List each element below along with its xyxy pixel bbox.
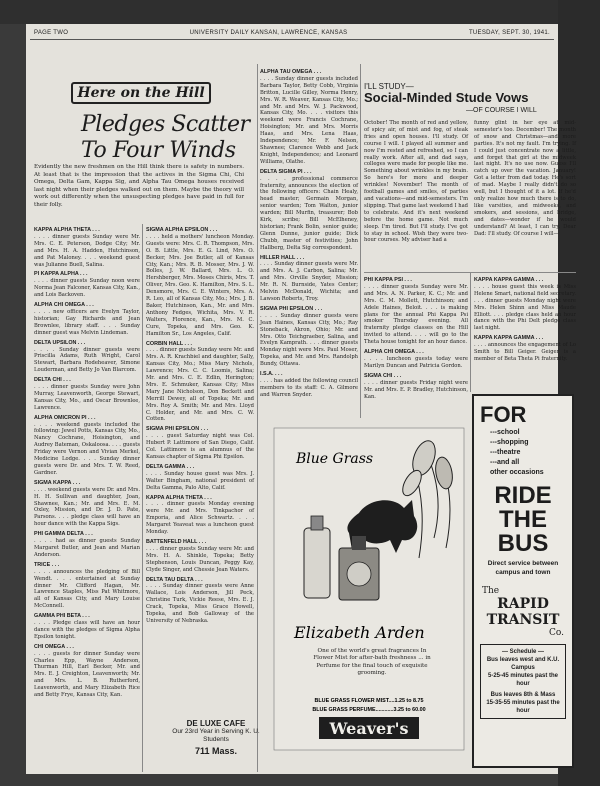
society-item-body: . . . . Sunday dinner guests were Anne Wallace, Lois Anderson, Jill Peck, Christine Turk, Vickie Reese, Mrs. E. J. Crack, Topeka, Miss Grace Howell, Topeka, and Bob Galloway of the University of Nebraska.: [146, 583, 254, 624]
company-rapid: RAPID: [497, 596, 549, 612]
schedule-line-4: 15-35-55 minutes past the hour: [486, 700, 560, 714]
bus-occasion-item: ---and all: [490, 459, 520, 466]
story-kicker: I'LL STUDY—: [364, 82, 414, 91]
society-item-body: . . . . house guest this week is Miss Helene Smart, national field secretary. . . . dinner guests Monday night were Mrs. Helen Shinn and Miss Maude Elliott. . . . pledge class held an hour dance with the Phi Delt pledge class last night.: [474, 283, 576, 332]
society-item-body: . . . . Sunday house guest was Mrs. J. Walter Bingham, national president of Delta Gamma, Palo Alto, Calif.: [146, 470, 254, 491]
elizabeth-arden-ad: [274, 428, 464, 750]
society-item-heading: GAMMA PHI BETA . . .: [34, 613, 90, 620]
company-the: The: [482, 586, 500, 596]
society-item-body: . . . . professional commerce fraternity, announces the election of the following officers: Chain Healy, head master; Germain Morgan, senior warden; Tom Walton, junior warden; Bill Murfin, treasurer; Bob Kirk, scribe; Bill McElheney, historian; Frank Bolin, senior guide; Glenn Dunne, junior guide; Dick Chubb, master of festivities; John Hallberg, Delta Sig correspondent.: [260, 175, 358, 251]
society-column-2: [146, 224, 254, 712]
society-item-body: . . . . had as dinner guests Sunday Margaret Butler, and Jean and Marian Anderson.: [34, 538, 140, 558]
column-rule: [360, 64, 361, 418]
the-word: THE: [499, 506, 547, 533]
society-item-heading: ALPHA OMICRON PI . . .: [34, 414, 96, 421]
arden-price-2: BLUE GRASS PERFUME............3.25 to 60.00: [312, 707, 426, 713]
society-item-body: . . . . guest Saturday night was Col. Hubert P. Lattimore of San Diego, Calif. Col. Lattimore is an alumnus of the Kansas chapter of Sigma Phi Epsilon.: [146, 433, 254, 460]
society-item-body: . . . . dinner guests Friday night were Mr. and Mrs. E. P. Bradley, Hutchinson, Kan.: [364, 379, 468, 400]
company-co: Co.: [548, 628, 564, 638]
society-item-heading: CHI OMEGA . . .: [34, 643, 74, 650]
society-item-body: . . . . dinner guests Sunday were John Murray, Leavenworth, George Stewart, Kansas City, Mo., and Oscar Brownlee, Lawrence.: [34, 384, 140, 411]
deluxe-cafe-ad: [166, 719, 266, 756]
society-item-body: . . . . dinner guests Monday evening were Mr. and Mrs. Tinkpachor of Emporia, and Alice Schwartz. . . . Margaret Yeaveat was a luncheon guest Monday.: [146, 501, 254, 536]
bus-service: Direct service between campus and town: [487, 560, 559, 576]
society-item-heading: HILLER HALL . . .: [260, 254, 305, 261]
society-item-body: . . . . Sunday dinner guests were Mr. and Mrs. A. J. Carbon, Salina; Mr. and Mrs. Orville Snyder, Mission; Mr. R. N. Burnside, Yates Center; Melvin McDonald, Wichita; and Lawson Roberts, Troy.: [260, 261, 358, 302]
cafe-name: DE LUXE CAFE: [186, 719, 246, 728]
society-item-heading: KAPPA KAPPA GAMMA . . .: [474, 335, 544, 342]
schedule-line-1: Bus leaves west and K.U. Campus: [486, 657, 560, 671]
arden-description: One of the world's great fragrances In Flower Mist for after-bath freshness ... in Perfume for the final touch of exquisite grooming.: [313, 648, 431, 677]
society-item-body: . . . . weekend guests included the following: Jewel Potts, Kansas City, Mo., Nancy Cochrane, Hoisington, and Audrey Bateman, Oskaloosa. . . . guests Friday were Vernon and Vivian Merkel, Medicine Lodge. . . . Sunday dinner guests were Dr. and Mrs. T. W. Reed, Gardner.: [34, 421, 140, 476]
paper-name: UNIVERSITY DAILY KANSAN, LAWRENCE, KANSAS: [189, 30, 348, 36]
main-headline: [81, 112, 251, 164]
bus-occasion-item: ---shopping: [490, 439, 529, 446]
society-item-body: . . . . weekend guests were Dr. and Mrs. H. H. Sullivan and daughter, Joan, Shawnee, Kan.; Mr. and Mrs. E. M. Oxley, Mission, and Dr. J. D. Pate, Parsons. . . . pledge class will have an hour dance with the Kappa Sigs.: [34, 486, 140, 528]
schedule-line-3: Bus leaves 8th & Mass: [490, 692, 556, 698]
headline-line-1: Pledges Scatter: [81, 112, 250, 137]
society-item-body: . . . . dinner guests Sunday were Mr. and Mrs. A. R. Krachbiel and daughter, Sally, Kansas City, Mo.; Miss Mary Nichols, Lawrence; Mrs. C. C. Loomis, Salina; Mr. and Mrs. C. E. Edlin, Herington; Mrs. E. Schmuker, Kansas City; Miss Mary Jane Nicholson, Don Beckett and Merrill Dewey, all of Topeka; Mr. and Mrs. Roy A. Smith; Mr. and Mrs. Lloyd C. Holder, and Mr. and Mrs. C. W. Cotten.: [146, 347, 254, 423]
society-column-4: [364, 274, 468, 418]
society-item-heading: SIGMA KAPPA . . .: [34, 479, 81, 486]
society-item-heading: KAPPA ALPHA THETA . . .: [34, 227, 100, 233]
society-column-3: [260, 66, 358, 418]
cafe-address: 711 Mass.: [194, 746, 238, 756]
column-rule: [142, 224, 143, 772]
society-item-heading: ALPHA CHI OMEGA . . .: [364, 349, 424, 356]
society-item-heading: KAPPA KAPPA GAMMA . . .: [474, 277, 544, 283]
headline-line-2: To Four Winds: [81, 138, 236, 163]
society-item-body: . . . . Sunday dinner guests were Priscilla Adams, Ruth Wright, Carol Stewart, Barbara Rodeheaver, Simone Louderman, and Betty Jo Van Blarcom.: [34, 346, 140, 374]
page-number: PAGE TWO: [34, 30, 69, 36]
column-rule: [470, 272, 471, 392]
society-item-heading: SIGMA CHI . . .: [364, 372, 402, 379]
society-item-body: . . . . announces the engagement of Lo Smith to Bill Geiger. Geiger is a member of Beta Theta Pi fraternity.: [474, 342, 576, 362]
arden-ad-artwork: [274, 428, 464, 750]
society-item-body: . . . . luncheon guests today were Marilyn Duncan and Patricia Gordon.: [364, 355, 468, 369]
society-item-heading: I.S.A. . . .: [260, 371, 283, 378]
arden-desc-wrap: [312, 648, 432, 692]
column-rule: [257, 64, 258, 772]
column-title-box: Here on the Hill: [71, 82, 211, 104]
society-column-5: [474, 274, 576, 390]
society-item-heading: DELTA TAU DELTA . . .: [146, 576, 203, 583]
store-logo: Weaver's: [329, 719, 409, 738]
society-item-heading: DELTA UPSILON . . .: [34, 339, 86, 346]
society-item-body: . . . . new officers are Evelyn Taylor, historian; Gay Richards and Jean Brownlee, library staff. . . . Sunday dinner guest was Melvin Lindeman.: [34, 308, 140, 336]
society-item-heading: PHI GAMMA DELTA . . .: [34, 531, 93, 538]
arden-price-1: BLUE GRASS FLOWER MIST....1.25 to 8.75: [314, 698, 424, 704]
company-transit: TRANSIT: [486, 612, 560, 628]
story-subhead: —OF COURSE I WILL: [466, 107, 537, 114]
cafe-tagline: Our 23rd Year in Serving K. U. Students: [172, 728, 260, 743]
society-item-heading: CORBIN HALL . . .: [146, 340, 193, 347]
ride-word: RIDE: [494, 482, 552, 509]
rapid-transit-ad: [472, 394, 574, 768]
arden-product-name: Blue Grass: [296, 451, 374, 467]
society-item-heading: SIGMA ALPHA EPSILON . . .: [146, 227, 218, 233]
society-item-body: . . . . held a mothers' luncheon Monday. Guests were: Mrs. C. R. Thompson, Mrs. O. B. Little, Mrs. E. G. Lind, Mrs. O. Becker, Mrs. Joe Butler, all of Kansas City, Kan.; Mrs. R. B. Mosser, Mrs. J. W. Bolles, J. W. Ballard, Mrs. L. O. Hershberger, Mrs. Moses Chiris, Mrs. T. Oliver, Mrs. Geo. K. Hamilton, Mrs. S. L. Densmore, Mrs. C. E. Winters, Mrs. A. R. Leo, all of Kansas City, Mo.; Mrs. J. B. Baker, Hutchinson, Kan., Mr. and Mrs. Anthony Fedges, Wichita, Mrs. V. R. Walters, Florence, Kan., Mrs. M. C. Cure, Topeka, and Mrs. Geo. K. Hamilton Sr., Los Angeles, Calif.: [146, 233, 254, 337]
society-item-heading: TRICE . . .: [34, 561, 60, 568]
society-item-heading: ALPHA TAU OMEGA . . .: [260, 69, 322, 75]
society-item-heading: PI KAPPA ALPHA . . .: [34, 271, 88, 278]
society-item-heading: SIGMA PHI EPSILON . . .: [260, 305, 323, 312]
lead-paragraph: Evidently the new freshmen on the Hill think there is safety in numbers. At least that is the impression that the actives in the Sigma Chi, Chi Omega, Delta Gam, Kappa Sig, and Alpha Tau Omega houses received last night when their pledges walked out on them. Maybe the theory will work out differently when the unsuspecting pledges have paid in full for their folly.: [34, 164, 244, 208]
society-item-body: . . . . Sunday dinner guests included Barbara Taylor, Betty Cobb, Virginia Britton, Lucille Gilley, Norma Henry, Mrs. W. R. Weaver, Kansas City, Mo.; and Mr. and Mrs. W. J. Packwood, Kansas City, Mo. . . . visitors this weekend were Francis Cochrane, Hoisington; Mr. and Mrs. Morris Haas, and Mrs. Lena Haas, Independence; Mr. F. Nelson, Shawnee; Clarence Webb and Jack Knight, Independence; and Leonard Williams, Olathe.: [260, 75, 358, 165]
arden-brand: Elizabeth Arden: [294, 623, 425, 642]
bus-occasion-item: other occasions: [490, 469, 544, 476]
story-column-b: funny glint in her eye at mid-semester's too. December! The month of snow and Christmas—and more parties. It's not my fault. I'm trying. If I could just concentrate now a little, and forget that girl at the midweek last night. It's no use now. Guess I'll catch up over the vacation. January! Got a letter from dad today. He's sort of mad. Maybe I really didn't do so well, but I thought of it a lot. If he'd only realize how much there is to do, like varsities, and midweeks, and smokers, and sessions, and bridge, and dates—wonder if he would understand? At least, I can try. Dear Dad: I'll study. Of course I will—: [474, 120, 576, 237]
scan-border-top: [0, 0, 600, 24]
society-item-heading: SIGMA PHI EPSILON . . .: [146, 426, 209, 433]
schedule-title: — Schedule —: [501, 649, 544, 655]
society-item-heading: ALPHA CHI OMEGA . . .: [34, 302, 94, 309]
society-item-heading: DELTA GAMMA . . .: [146, 463, 195, 470]
ride-the-bus: [474, 484, 572, 556]
society-item-body: . . . . announces the pledging of Bill Wendt. . . . entertained at Sunday dinner Mr. Clifford Hagan, Mr. Lawrence Staples, Miss Pat Whitmore, all of Kansas City, and Mary Louise McConnell.: [34, 568, 140, 610]
society-column-1: [34, 224, 140, 772]
society-item-body: . . . . Sunday dinner guests were Jean Haines, Kansas City, Mo.; Ray Stoneback, Akron, Ohio; Mr. and Mrs. Otto Teichgraeber, Salina, and Evelyn Kamprath. . . . dinner guests Monday night were Mrs. Paul Moser, Topeka, and Mr. and Mrs. Randolph Bundy, Ottawa.: [260, 312, 358, 368]
society-item-heading: DELTA CHI . . .: [34, 377, 71, 384]
society-item-body: . . . . dinner guests Sunday were Mr. and Mrs. H. A. Shinkle, Topeka; Betty Stephenson, Louis Duncan, Peggy Kay, Clyde Singer, and Chessie Jean Waters.: [146, 545, 254, 573]
bus-schedule: [480, 644, 566, 719]
story-headline: Social-Minded Stude Vows: [364, 90, 529, 105]
schedule-line-2: 5-25-45 minutes past the hour: [487, 673, 559, 687]
society-item-heading: BATTENFELD HALL . . .: [146, 538, 207, 545]
society-item-heading: KAPPA ALPHA THETA . . .: [146, 494, 212, 501]
society-item-body: . . . . has added the following council members to its staff: C. A. Gilmore and Warren Snyder.: [260, 377, 358, 398]
bus-occasions-list: [474, 428, 572, 478]
society-item-heading: DELTA SIGMA PI . . .: [260, 168, 312, 175]
society-item-heading: PHI KAPPA PSI . . .: [364, 277, 412, 283]
bus-for: FOR: [480, 402, 527, 427]
bus-word: BUS: [497, 530, 549, 557]
bus-occasion-item: ---school: [490, 429, 520, 436]
society-item-body: . . . . guests for dinner Sunday were Charles Epp, Wayne Anderson, Thurman Hill, Earl Becker, Mr. and Mrs. E. J. Creighton, Leavenworth; Mr. and Mrs. L. B. Rutherford, Leavenworth, and Mary Elizabeth Rice and Betty Frye, Kansas City, Kan.: [34, 650, 140, 699]
newspaper-page: [26, 24, 576, 774]
story-column-a: October! The month of red and yellow, of spicy air, of mist and fog, of steak fries and open houses. I'll study. Of course I will. I played all summer and now I'm rested and refreshed, so I can really work. After all, and dad says, colleges were made for people like me. Something about wrinkles in my brain. So here's for more and deeper wrinkles! November! The month of football games and smiles, of parties and vacations—and mid-semesters. I'm slipping. That game last weekend I had to celebrate. And it's next weekend before the home game. Not much sleep. I'm tired. But I'll study. I've got to stay in school. Wish they were two-hour courses. My adviser had a: [364, 120, 468, 244]
issue-date: TUESDAY, SEPT. 30, 1941.: [468, 30, 550, 36]
society-item-body: . . . . dinner guests Sunday were Mr. Mrs. C. E. Peterson, Dodge City; Mr. and Mrs. H. A. Hadden, Hutchinson, and Pat Maloney. . . . weekend guest was Julianne Buell, Salina.: [34, 233, 140, 268]
society-item-body: . . . . dinner guests Sunday noon were Norma Jean Falconer, Kansas City, Kan., and Lois Backoven.: [34, 278, 140, 299]
society-item-body: . . . . dinner guests Sunday were Mr. and Mrs. A. N. Parker, K. C.; Mr. and Mrs. C. M. Mollett, Hutchinson; and Adele Haines, Beloit. . . . is making plans for the annual Phi Kappa Psi smoker Thursday evening. All fraternity pledge classes on the Hill invited to attend. . . . will go to the Theta house tonight for an hour dance.: [364, 283, 468, 346]
society-item-body: . . . . Pledge class will have an hour dance with the pledges of Sigma Alpha Epsilon tonight.: [34, 620, 140, 640]
bus-occasion-item: ---theatre: [490, 449, 521, 456]
page-header: [30, 28, 554, 40]
